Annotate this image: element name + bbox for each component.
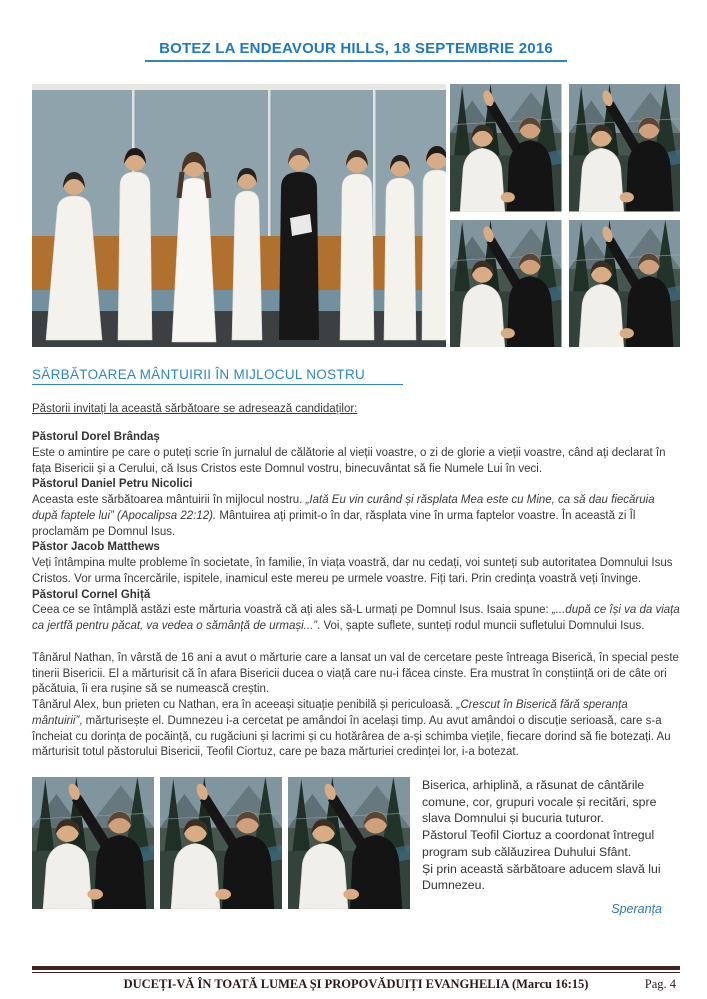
testimonies [32, 651, 680, 761]
footer-verse: DUCEȚI-VĂ ÎN TOATĂ LUMEA ȘI PROPOVĂDUIȚI EVANGHELIA (Marcu 16:15) [123, 977, 589, 991]
header [32, 0, 680, 62]
baptism-photo-5 [32, 777, 154, 909]
section-heading: SĂRBĂTOAREA MÂNTUIRII ÎN MIJLOCUL NOSTRU [32, 367, 403, 385]
testimony-nathan: Tânărul Nathan, în vârstă de 16 ani a avut o mărturie care a lansat un val de cercetare peste întreaga Biserică, în special peste tinerii Bisericii. El a mărturisit că în afara Bisericii ducea o viață care nu-i făcea cinste. Era mustrat în conștiință ori de câte ori păcătuia, îi era rușine să se numească creștin. [32, 651, 679, 696]
testimony-alex: Tânărul Alex, bun prieten cu Nathan, era în aceeași situație penibilă și periculoasă. „Crescut în Biserică fără speranța mântuirii”, mărturisește el. Dumnezeu i-a cercetat pe amândoi în același timp. Au avut amândoi o discuție serioasă, care s-a încheiat cu dorința de pocăință, cu rugăciuni și lacrimi și cu hotărârea de a-și schimba viețile, fiecare dorind să fie botezați. Au mărturisit totul păstorului Bisericii, Teofil Ciortuz, care pe baza mărturiei credinței lor, i-a botezat. [32, 699, 671, 759]
pastor-messages [32, 430, 680, 761]
page-number: Pag. 4 [644, 977, 676, 991]
baptism-photo-grid [450, 84, 680, 347]
baptism-photo-1 [450, 84, 562, 212]
intro-line: Păstorii invitați la această sărbătoare se adresează candidaților: [32, 403, 358, 415]
baptism-photo-7 [288, 777, 410, 909]
pastor-message: Este o amintire pe care o puteți scrie în jurnalul de călătorie al vieții voastre, o zi de glorie a vieții voastre, când ați declarat în fața Bisericii și a Cerului, că Isus Cristos este Domnul vostru, binecuvântat să fie Numele Lui în veci. [32, 446, 666, 475]
baptism-photo-2 [569, 84, 681, 212]
closing-line: Biserica, arhiplină, a răsunat de cântările comune, cor, grupuri vocale și recitări, spre slava Domnului și bucuria tuturor. [422, 778, 657, 826]
closing-line: Păstorul Teofil Ciortuz a coordonat întregul program sub călăuzirea Duhului Sfânt. [422, 828, 655, 859]
photo-section [32, 84, 680, 347]
pastor-name: Păstor Jacob Matthews [32, 541, 160, 554]
page-title: BOTEZ LA ENDEAVOUR HILLS, 18 SEPTEMBRIE 2016 [145, 40, 567, 62]
pastor-name: Păstorul Dorel Brândaș [32, 431, 160, 443]
pastor-name: Păstorul Cornel Ghiță [32, 588, 151, 601]
baptism-photo-3 [450, 220, 562, 348]
pastor-message: Ceea ce se întâmplă astăzi este mărturia voastră că ați ales să-L urmați pe Domnul Isus. Isaia spune: „...după ce își va da viața ca jertfă pentru păcat, va vedea o sămânță de urmași...”. Voi, șapte suflete, sunteți rodul muncii sufletului Domnului Isus. [32, 604, 680, 632]
signature: Speranța [611, 902, 662, 917]
group-photo [32, 84, 446, 347]
baptism-photo-6 [160, 777, 282, 909]
pastor-name: Păstorul Daniel Petru Nicolici [32, 478, 193, 491]
pastor-message: Aceasta este sărbătoarea mântuirii în mijlocul nostru. „Iată Eu vin curând și răsplata Mea este cu Mine, ca să dau fiecăruia după faptele lui” (Apocalipsa 22:12). Mântuirea ați primit-o în dar, răsplata vine în urma faptelor voastre. În această zi Îl proclamăm pe Domnul Isus. [32, 494, 655, 538]
baptism-photo-strip [32, 777, 410, 909]
baptism-photo-4 [569, 220, 681, 348]
page-footer [32, 966, 680, 992]
bottom-section [32, 777, 680, 918]
closing-text [422, 777, 680, 918]
pastor-message: Veți întâmpina multe probleme în societate, în familie, în viața voastră, dar nu cedați, voi sunteți sub autoritatea Domnului Isus Cristos. Vor urma încercările, ispitele, inamicul este mereu pe urmele voastre. Fiți tari. Prin credința voastră veți învinge. [32, 557, 673, 585]
closing-line: Și prin această sărbătoare aducem slavă lui Dumnezeu. [422, 861, 661, 893]
footer-divider [32, 966, 680, 973]
